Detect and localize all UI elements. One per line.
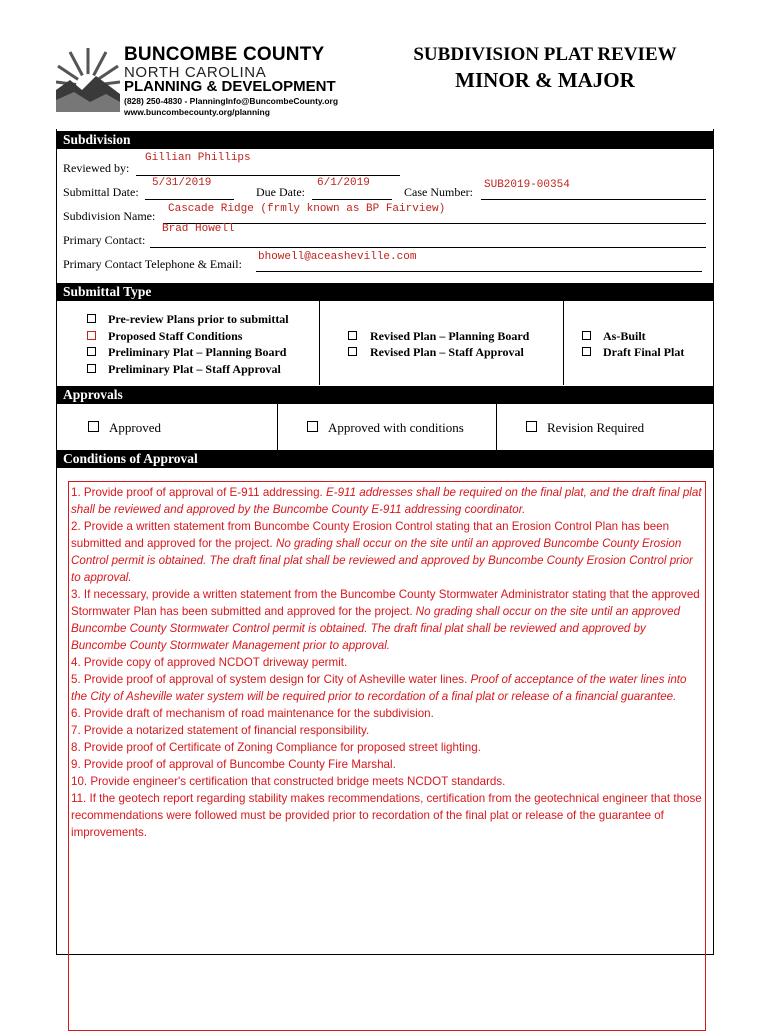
checkbox-revised-plan-staff-approval[interactable] xyxy=(348,347,357,356)
condition-item xyxy=(71,756,703,773)
phone-email-field[interactable]: bhowell@aceasheville.com xyxy=(258,251,417,263)
conditions-text-field[interactable] xyxy=(68,481,706,1031)
primary-contact-field[interactable]: Brad Howell xyxy=(162,223,235,235)
condition-note: No grading shall occur on the site until an approved Buncombe County Erosion Control permit is obtained. The draft final plat shall be reviewed and approved by Buncombe County Erosion Control prior to approval. xyxy=(71,537,693,584)
condition-item xyxy=(71,484,703,518)
condition-item xyxy=(71,518,703,586)
checkbox-pre-review[interactable] xyxy=(87,314,96,323)
checkbox-preliminary-plat-planning-board[interactable] xyxy=(87,347,96,356)
reviewed-by-label: Reviewed by: xyxy=(63,161,130,175)
condition-item xyxy=(71,739,703,756)
submittal-date-label: Submittal Date: xyxy=(63,185,139,199)
option-draft-final-plat: Draft Final Plat xyxy=(603,345,685,359)
condition-item xyxy=(71,654,703,671)
org-contact: (828) 250-4830 - PlanningInfo@BuncombeCounty.org xyxy=(124,96,339,106)
condition-item xyxy=(71,722,703,739)
checkbox-preliminary-plat-staff-approval[interactable] xyxy=(87,364,96,373)
org-department: PLANNING & DEVELOPMENT xyxy=(124,78,336,95)
form-subtitle: MINOR & MAJOR xyxy=(455,68,635,92)
primary-contact-label: Primary Contact: xyxy=(63,233,146,247)
section-bar-submittal-type: Submittal Type xyxy=(56,283,714,301)
checkbox-revision-required[interactable] xyxy=(526,421,537,432)
condition-text: 10. Provide engineer's certification that constructed bridge meets NCDOT standards. xyxy=(71,775,506,788)
condition-note: E-911 addresses shall be required on the final plat, and the draft final plat shall be reviewed and approved by the Buncombe County E-911 addressing coordinator. xyxy=(71,486,702,516)
option-as-built: As-Built xyxy=(603,329,646,343)
phone-email-label: Primary Contact Telephone & Email: xyxy=(63,257,242,271)
case-number-label: Case Number: xyxy=(404,185,473,199)
checkbox-proposed-staff-conditions[interactable] xyxy=(87,331,96,340)
section-bar-approvals: Approvals xyxy=(56,386,714,404)
condition-item xyxy=(71,790,703,841)
subdivision-name-label: Subdivision Name: xyxy=(63,209,156,223)
condition-text: 2. Provide a written statement from Buncombe County Erosion Control stating that an Erosion Control Plan has been submitted and approved for the project. xyxy=(71,520,670,550)
condition-item xyxy=(71,671,703,705)
approval-option-revision-required: Revision Required xyxy=(547,420,645,435)
checkbox-approved[interactable] xyxy=(88,421,99,432)
condition-text: 3. If necessary, provide a written statement from the Buncombe County Stormwater Administrator stating that the approved Stormwater Plan has been submitted and approved for the project. xyxy=(71,588,700,618)
condition-text: 11. If the geotech report regarding stability makes recommendations, certification from the geotechnical engineer that those recommendations were followed must be provided prior to recordation of the final plat or release of the guarantee of improvements. xyxy=(71,792,702,839)
condition-text: 8. Provide proof of Certificate of Zoning Compliance for proposed street lighting. xyxy=(71,741,481,754)
condition-note: Proof of acceptance of the water lines into the City of Asheville water system will be required prior to recordation of a final plat or release of a financial guarantee. xyxy=(71,673,687,703)
checkbox-approved-with-conditions[interactable] xyxy=(307,421,318,432)
option-proposed-staff-conditions: Proposed Staff Conditions xyxy=(108,329,243,343)
divider xyxy=(319,301,320,385)
form-title: SUBDIVISION PLAT REVIEW xyxy=(413,44,677,65)
org-state: NORTH CAROLINA xyxy=(124,64,267,81)
approval-option-approved: Approved xyxy=(109,420,161,435)
checkbox-as-built[interactable] xyxy=(582,331,591,340)
section-bar-conditions: Conditions of Approval xyxy=(56,450,714,468)
option-preliminary-plat-planning-board: Preliminary Plat – Planning Board xyxy=(108,345,287,359)
approval-option-approved-with-conditions: Approved with conditions xyxy=(328,420,464,435)
org-website: www.buncombecounty.org/planning xyxy=(124,107,270,117)
option-revised-plan-planning-board: Revised Plan – Planning Board xyxy=(370,329,530,343)
checkbox-draft-final-plat[interactable] xyxy=(582,347,591,356)
option-revised-plan-staff-approval: Revised Plan – Staff Approval xyxy=(370,345,524,359)
condition-text: 5. Provide proof of approval of system design for City of Asheville water lines. xyxy=(71,673,471,686)
due-date-label: Due Date: xyxy=(256,185,305,199)
section-bar-subdivision: Subdivision xyxy=(56,131,714,149)
reviewed-by-field[interactable]: Gillian Phillips xyxy=(145,152,251,164)
condition-text: 6. Provide draft of mechanism of road maintenance for the subdivision. xyxy=(71,707,434,720)
option-pre-review: Pre-review Plans prior to submittal xyxy=(108,312,289,326)
option-preliminary-plat-staff-approval: Preliminary Plat – Staff Approval xyxy=(108,362,281,376)
reviewed-by-line xyxy=(136,163,400,176)
condition-text: 7. Provide a notarized statement of financial responsibility. xyxy=(71,724,370,737)
divider xyxy=(277,404,278,450)
divider xyxy=(563,301,564,385)
condition-text: 9. Provide proof of approval of Buncombe County Fire Marshal. xyxy=(71,758,396,771)
checkbox-revised-plan-planning-board[interactable] xyxy=(348,331,357,340)
condition-text: 1. Provide proof of approval of E-911 addressing. xyxy=(71,486,326,499)
submittal-date-field[interactable]: 5/31/2019 xyxy=(152,177,212,189)
divider xyxy=(496,404,497,450)
case-number-field[interactable]: SUB2019-00354 xyxy=(484,179,570,191)
condition-item xyxy=(71,705,703,722)
org-name: BUNCOMBE COUNTY xyxy=(124,44,325,65)
condition-note: No grading shall occur on the site until an approved Buncombe County Stormwater Control permit is obtained. The draft final plat shall be reviewed and approved by Buncombe County Stormwater Management prior to approval. xyxy=(71,605,681,652)
due-date-field[interactable]: 6/1/2019 xyxy=(317,177,370,189)
primary-contact-line xyxy=(150,235,706,248)
condition-item xyxy=(71,586,703,654)
condition-text: 4. Provide copy of approved NCDOT driveway permit. xyxy=(71,656,348,669)
subdivision-name-field[interactable]: Cascade Ridge (frmly known as BP Fairview) xyxy=(168,203,446,215)
mountain-sun-logo-icon xyxy=(56,46,120,112)
condition-item xyxy=(71,773,703,790)
